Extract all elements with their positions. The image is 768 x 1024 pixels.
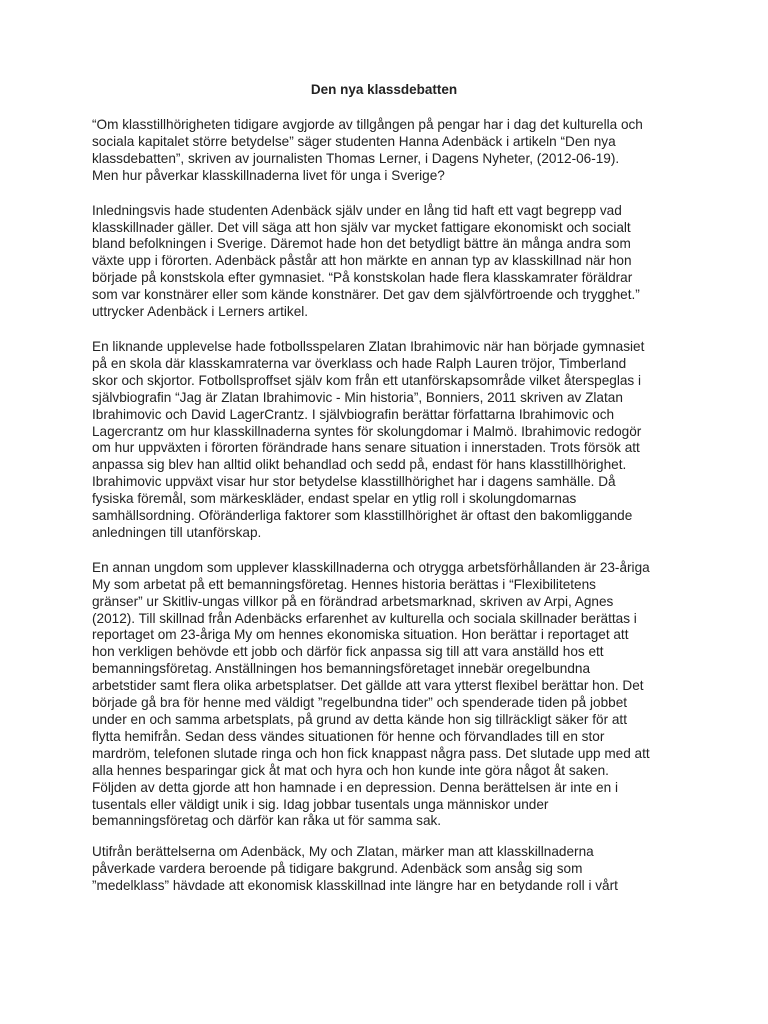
text-line: skor och skjortor. Fotbollsproffset själv kom från ett utanförskapsområde vilket återspeglas i (92, 372, 642, 388)
text-line: hon verkligen behövde ett jobb och därför fick anpassa sig till att vara anställd hos ett (92, 644, 604, 660)
text-line: klasskillnader gäller. Det vill säga att hon själv var mycket fattigare ekonomiskt och socialt (92, 219, 631, 235)
text-line: flytta hemifrån. Sedan dess vändes situationen för henne och förvandlades till en stor (92, 728, 605, 744)
paragraph-intro (92, 117, 676, 185)
text-line: ”medelklass” hävdade att ekonomisk klasskillnad inte längre har en betydande roll i vårt (92, 878, 618, 894)
text-line: reportaget om 23-åriga My om hennes ekonomiska situation. Hon berättar i reportaget att (92, 627, 629, 643)
text-line: (2012). Till skillnad från Adenbäcks erfarenhet av kulturella och sociala skillnader berättas i (92, 610, 637, 626)
text-line: bemanningsföretag. Anställningen hos bemanningsföretaget innebär oregelbundna (92, 661, 591, 677)
text-line: fysiska föremål, som märkeskläder, endast spelar en ytlig roll i skolungdomarnas (92, 491, 577, 507)
paragraph-my (92, 560, 676, 831)
text-line: bemanningsföretag och därför kan råka ut för samma sak. (92, 813, 442, 829)
text-line: “Om klasstillhörigheten tidigare avgjorde av tillgången på pengar har i dag det kulturella och (92, 117, 643, 132)
text-line: tusentals eller väldigt unik i sig. Idag jobbar tusentals unga människor under (92, 796, 549, 812)
text-line: klassdebatten”, skriven av journalisten Thomas Lerner, i Dagens Nyheter, (2012-06-19). (92, 150, 620, 166)
text-line: Ibrahimovic uppväxt visar hur stor betydelse klasstillhörighet har i dagens samhälle. Då (92, 474, 616, 490)
text-line: Inledningsvis hade studenten Adenbäck själv under en lång tid haft ett vagt begrepp vad (92, 202, 622, 218)
text-line: sociala kapitalet större betydelse” säger studenten Hanna Adenbäck i artikeln “Den nya (92, 133, 616, 149)
text-line: En liknande upplevelse hade fotbollsspelaren Zlatan Ibrahimovic när han började gymnasiet (92, 338, 645, 354)
paragraph-zlatan (92, 339, 676, 542)
text-line: En annan ungdom som upplever klasskillnaderna och otrygga arbetsförhållanden är 23-åriga (92, 559, 650, 575)
text-line: började på konstskola efter gymnasiet. “På konstskolan hade flera klasskamrater föräldrar (92, 270, 633, 286)
text-line: påverkade vardera beroende på tidigare bakgrund. Adenbäck som ansåg sig som (92, 861, 583, 877)
text-line: Utifrån berättelserna om Adenbäck, My och Zlatan, märker man att klasskillnaderna (92, 844, 594, 860)
text-line: mardröm, telefonen slutade ringa och hon fick knappast några pass. Det slutade upp med att (92, 745, 650, 761)
text-line: arbetstider samt flera olika arbetsplatser. Det gällde att vara ytterst flexibel berättar hon. Det (92, 678, 644, 694)
text-line: uttrycker Adenbäck i Lerners artikel. (92, 304, 309, 320)
paragraph-adenback (92, 203, 676, 321)
text-line: My som arbetat på ett bemanningsföretag. Hennes historia berättas i “Flexibilitetens (92, 576, 596, 592)
text-line: Lagercrantz om hur klasskillnaderna syntes för skolungdomar i Malmö. Ibrahimovic redogör (92, 423, 642, 439)
text-line: om hur uppväxten i förorten förändrade hans senare situation i innerstaden. Trots försök att (92, 440, 640, 456)
document-title: Den nya klassdebatten (310, 82, 458, 97)
text-line: Följden av detta gjorde att hon hamnade i en depression. Denna berättelsen är inte en i (92, 779, 618, 795)
text-line: samhällsordning. Oföränderliga faktorer som klasstillhörighet är oftast den bakomliggande (92, 508, 633, 524)
text-line: Ibrahimovic och David LagerCrantz. I självbiografin berättar författarna Ibrahimovic och (92, 406, 615, 422)
text-line: började gå bra för henne med väldigt ”regelbundna tider” och spenderade tiden på jobbet (92, 695, 628, 711)
text-line: på en skola där klasskamraterna var överklass och hade Ralph Lauren tröjor, Timberland (92, 355, 627, 371)
text-line: under en och samma arbetsplats, på grund av detta kände hon sig tillräckligt säker för att (92, 712, 627, 727)
text-line: anledningen till utanförskap. (92, 524, 262, 540)
text-line: växte upp i förorten. Adenbäck påstår att hon märkte en annan typ av klasskillnad när hon (92, 253, 632, 269)
text-line: anpassa sig blev han alltid olikt behandlad och sedd på, endast för hans klasstillhörighet. (92, 457, 627, 473)
text-line: självbiografin “Jag är Zlatan Ibrahimovic - Min historia”, Bonniers, 2011 skriven av Zlatan (92, 389, 623, 405)
text-line: som var konstnärer eller som kände konstnärer. Det gav dem självförtroende och trygghet.” (92, 287, 640, 303)
text-line: alla hennes besparingar gick åt mat och hyra och hon kunde inte göra något åt saken. (92, 762, 609, 778)
text-line: Men hur påverkar klasskillnaderna livet för unga i Sverige? (92, 167, 445, 183)
text-line: bland befolkningen i Sverige. Däremot hade hon det betydligt bättre än många andra som (92, 236, 631, 252)
paragraph-conclusion (92, 844, 676, 895)
text-line: gränser” ur Skitliv-ungas villkor på en förändrad arbetsmarknad, skriven av Arpi, Agnes (92, 593, 614, 609)
